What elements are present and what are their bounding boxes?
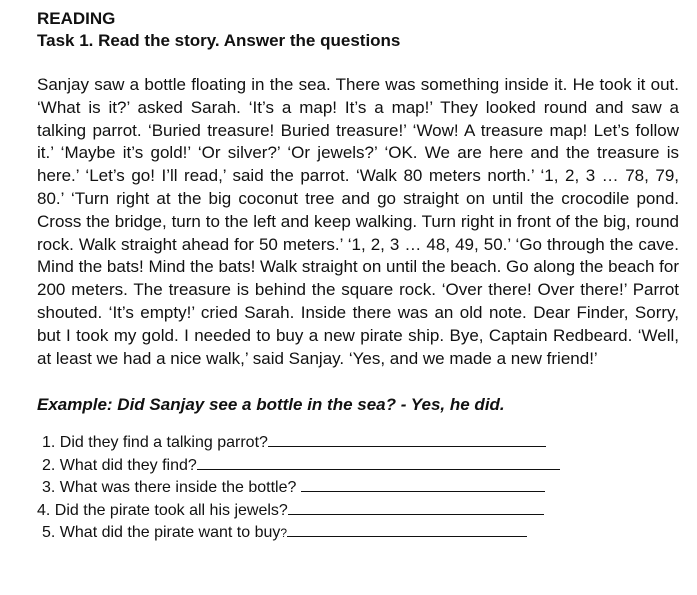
question-3 (37, 477, 683, 500)
question-4-text: 4. Did the pirate took all his jewels? (37, 501, 288, 519)
question-1 (37, 432, 683, 455)
question-5 (37, 522, 683, 545)
question-list (37, 432, 683, 545)
answer-line-3[interactable] (301, 477, 545, 492)
worksheet-page (37, 8, 683, 545)
question-5-mark: ? (280, 526, 288, 541)
question-2-text: 2. What did they find? (42, 456, 197, 474)
question-2 (37, 455, 683, 478)
answer-line-5[interactable] (287, 522, 527, 537)
answer-line-2[interactable] (197, 455, 560, 470)
example-question: Example: Did Sanjay see a bottle in the sea? - Yes, he did. (37, 395, 505, 415)
task-title: Task 1. Read the story. Answer the questions (37, 31, 401, 50)
story-text: Sanjay saw a bottle floating in the sea. There was something inside it. He took it out. ‘What is it?’ asked Sarah. ‘It’s a map! It’s a map!’ They looked round and saw a talking parrot. ‘Buried treasure! Buried treasure!’ ‘Wow! A treasure map! Let’s follow it.’ ‘Maybe it’s gold!’ ‘Or silver?’ ‘Or jewels?’ ‘OK. We are here and the treasure is here.’ ‘Let’s go! I’ll read,’ said the parrot. ‘Walk 80 meters north.’ ‘1, 2, 3 … 78, 79, 80.’ ‘Turn right at the big coconut tree and go straight on until the crocodile pond. Cross the bridge, turn to the left and keep walking. Turn right in front of the big, round rock. Walk straight ahead for 50 meters.’ ‘1, 2, 3 … 48, 49, 50.’ ‘Go through the cave. Mind the bats! Mind the bats! Walk straight on until the beach. Go along the beach for 200 meters. The treasure is behind the square rock. ‘Over there! Over there!’ Parrot shouted. ‘It’s empty!’ cried Sarah. Inside there was an old note. Dear Finder, Sorry, but I took my gold. I needed to buy a new pirate ship. Bye, Captain Redbeard. ‘Well, at least we had a nice walk,’ said Sanjay. ‘Yes, and we made a new friend!’ (37, 75, 679, 368)
answer-line-1[interactable] (268, 432, 546, 447)
section-heading: READING (37, 9, 116, 28)
question-3-text: 3. What was there inside the bottle? (42, 479, 297, 497)
answer-line-4[interactable] (288, 500, 544, 515)
question-4 (37, 500, 683, 523)
question-5-text: 5. What did the pirate want to buy (42, 524, 281, 542)
question-1-text: 1. Did they find a talking parrot? (42, 434, 268, 452)
